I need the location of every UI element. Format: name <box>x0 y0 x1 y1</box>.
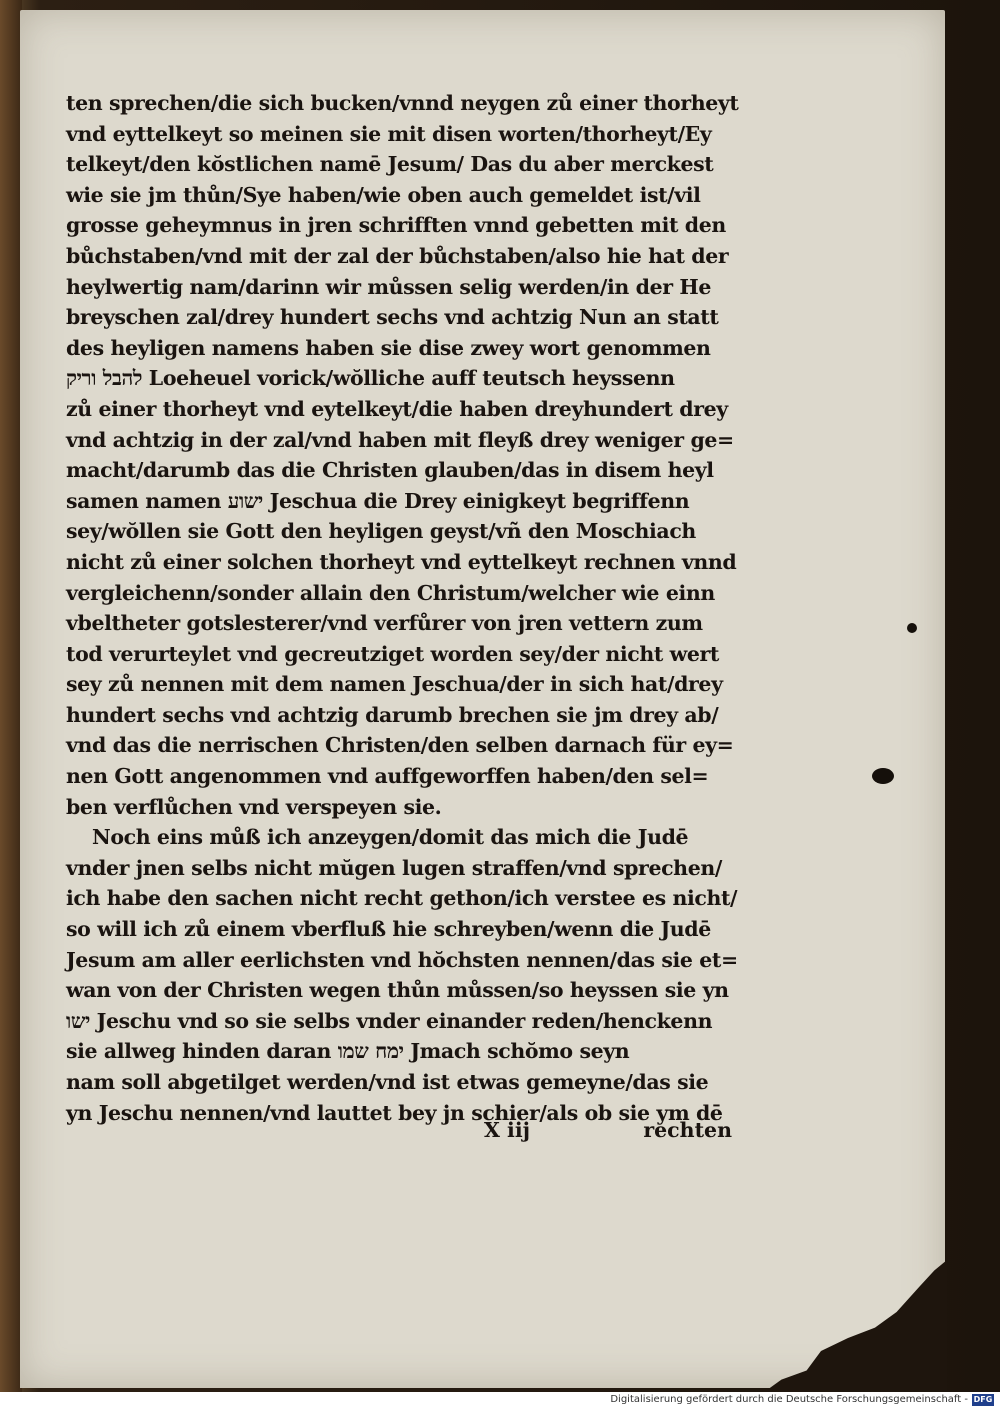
text-line: nicht zů einer solchen thorheyt vnd eyttelkeyt rechnen vnnd <box>66 549 737 574</box>
signature-mark: X iij <box>484 1118 531 1142</box>
text-line: vnd eyttelkeyt so meinen sie mit disen worten/thorheyt/Ey <box>66 121 712 146</box>
text-line: להבל וריק Loeheuel vorick/wŏlliche auff teutsch heyssenn <box>66 366 675 391</box>
text-line: vergleichenn/sonder allain den Christum/welcher wie einn <box>66 580 715 605</box>
text-line: wie sie jm thůn/Sye haben/wie oben auch gemeldet ist/vil <box>66 182 701 207</box>
digitization-footer <box>0 1392 1000 1408</box>
text-line: ich habe den sachen nicht recht gethon/ich verstee es nicht/ <box>66 886 738 911</box>
dfg-logo: DFG <box>973 1395 993 1404</box>
text-line: ישו Jeschu vnd so sie selbs vnder einander reden/henckenn <box>66 1008 713 1033</box>
page-text-block <box>66 88 739 1128</box>
ink-spot <box>907 623 917 633</box>
text-line: vnder jnen selbs nicht mŭgen lugen straffen/vnd sprechen/ <box>66 855 722 880</box>
text-line: Jesum am aller eerlichsten vnd hŏchsten nennen/das sie et= <box>66 947 738 972</box>
text-line: zů einer thorheyt vnd eytelkeyt/die haben dreyhundert drey <box>66 396 728 421</box>
text-line: samen namen ישוע Jeschua die Drey einigkeyt begriffenn <box>66 488 690 513</box>
text-line: breyschen zal/drey hundert sechs vnd achtzig Nun an statt <box>66 305 719 330</box>
text-line: vnd achtzig in der zal/vnd haben mit fleyß drey weniger ge= <box>66 427 734 452</box>
text-line: des heyligen namens haben sie dise zwey wort genommen <box>66 335 711 360</box>
text-line: Noch eins můß ich anzeygen/domit das mich die Judē <box>92 825 689 850</box>
text-line: yn Jeschu nennen/vnd lauttet bey jn schier/als ob sie ym dē <box>66 1100 723 1125</box>
text-line: so will ich zů einem vberfluß hie schreyben/wenn die Judē <box>66 917 711 942</box>
catchword: rechten <box>643 1118 732 1142</box>
text-line: macht/darumb das die Christen glauben/das in disem heyl <box>66 458 714 483</box>
text-line: sie allweg hinden daran ימח שמו Jmach schŏmo seyn <box>66 1039 630 1064</box>
ink-spot <box>872 768 894 784</box>
text-line: wan von der Christen wegen thůn můssen/so heyssen sie yn <box>66 978 729 1003</box>
text-line: vbeltheter gotslesterer/vnd verfůrer von jren vettern zum <box>66 611 703 636</box>
text-line: ten sprechen/die sich bucken/vnnd neygen zů einer thorheyt <box>66 91 739 115</box>
text-line: sey/wŏllen sie Gott den heyligen geyst/vñ den Moschiach <box>66 519 696 544</box>
text-line: sey zů nennen mit dem namen Jeschua/der in sich hat/drey <box>66 672 723 697</box>
funding-credit: Digitalisierung gefördert durch die Deutsche Forschungsgemeinschaft - <box>610 1394 968 1405</box>
text-line: hundert sechs vnd achtzig darumb brechen sie jm drey ab/ <box>66 702 719 727</box>
text-line: nen Gott angenommen vnd auffgeworffen haben/den sel= <box>66 764 709 789</box>
text-line: grosse geheymnus in jren schrifften vnnd gebetten mit den <box>66 213 726 238</box>
text-line: tod verurteylet vnd gecreutziget worden sey/der nicht wert <box>66 641 719 666</box>
book-spine-edge <box>0 0 22 1392</box>
text-line: vnd das die nerrischen Christen/den selben darnach für ey= <box>66 733 734 758</box>
text-line: ben verflůchen vnd verspeyen sie. <box>66 794 442 819</box>
text-line: bůchstaben/vnd mit der zal der bůchstaben/also hie hat der <box>66 243 729 268</box>
text-line: nam soll abgetilget werden/vnd ist etwas gemeyne/das sie <box>66 1070 709 1094</box>
text-line: heylwertig nam/darinn wir můssen selig werden/in der He <box>66 274 711 299</box>
page-footer-line <box>66 1118 736 1148</box>
text-line: telkeyt/den kŏstlichen namē Jesum/ Das du aber merckest <box>66 152 714 177</box>
